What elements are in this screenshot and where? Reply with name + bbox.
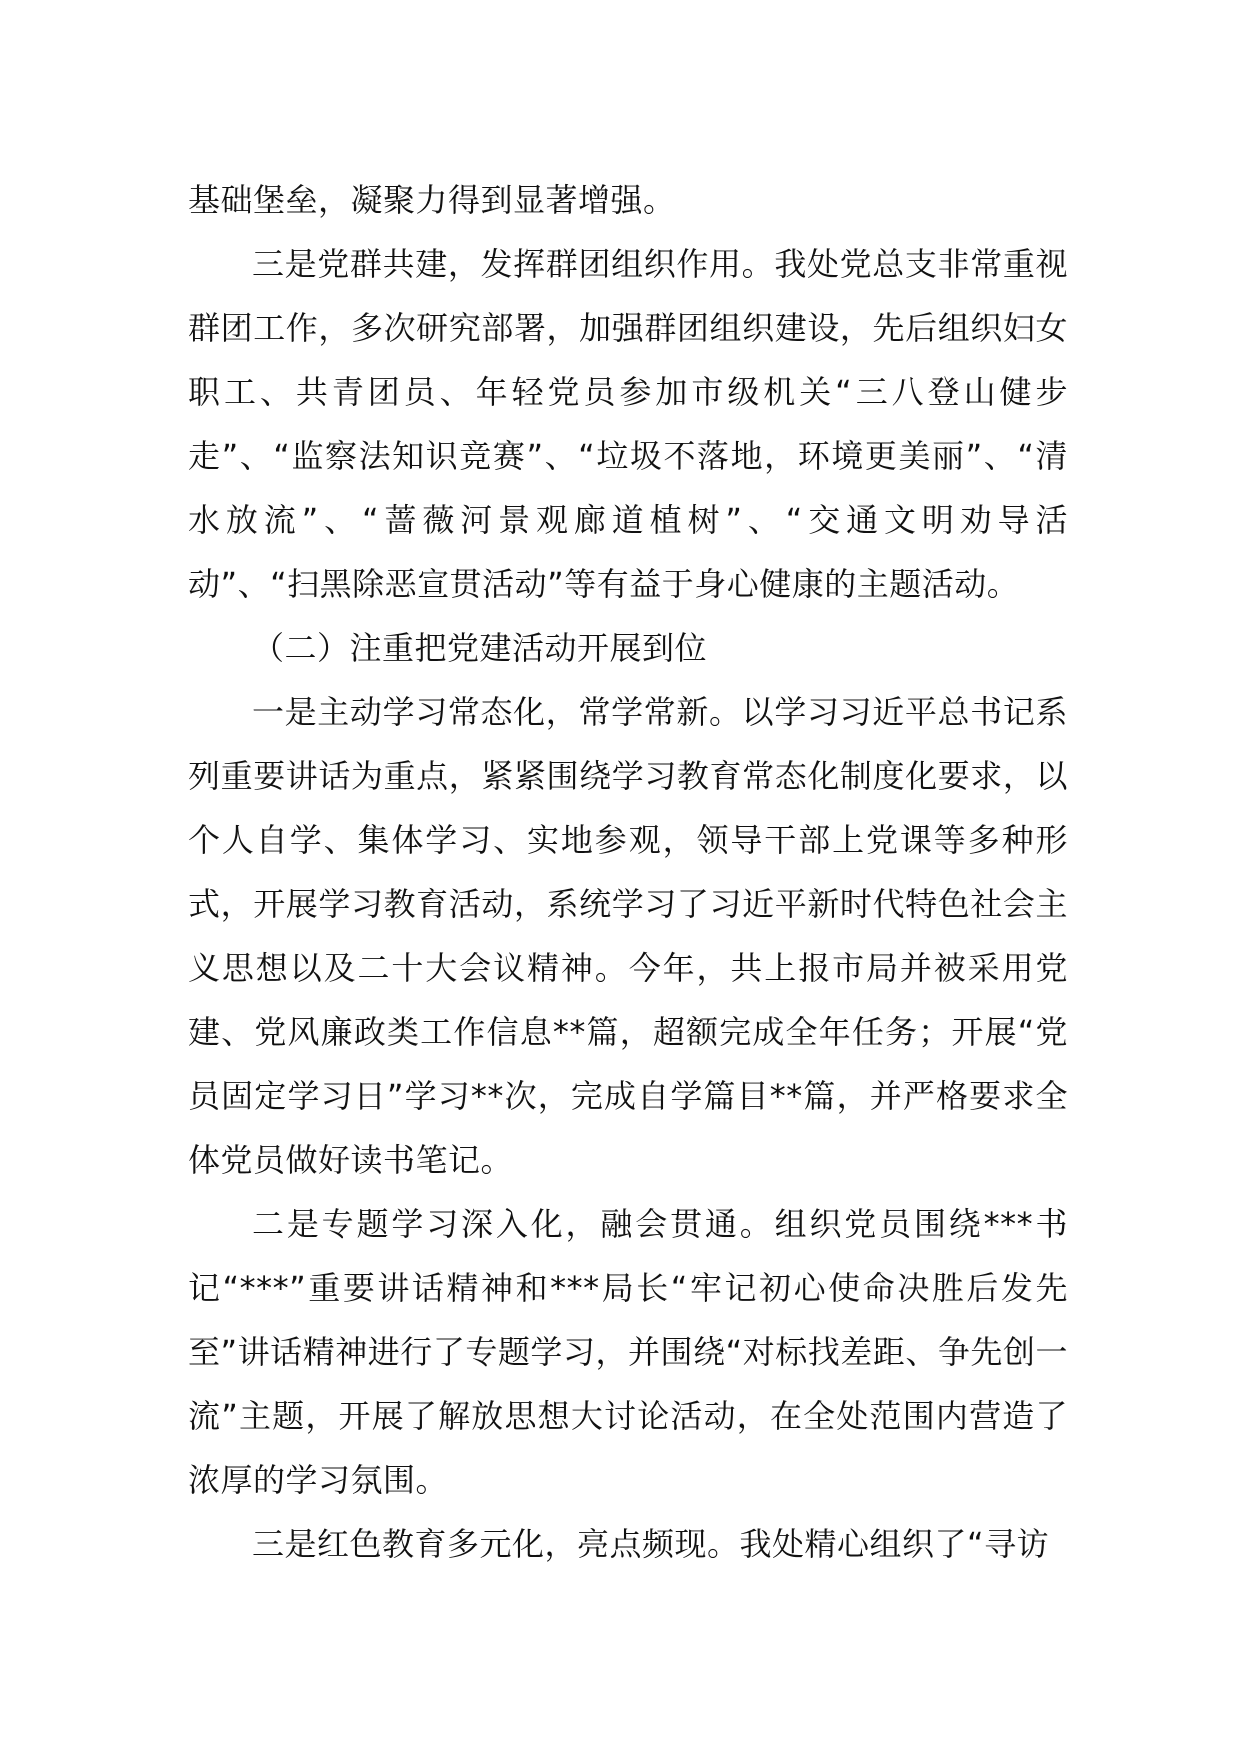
document-body xyxy=(188,168,1068,1576)
section-heading-two: （二）注重把党建活动开展到位 xyxy=(252,629,708,667)
paragraph-continuation: 基础堡垒，凝聚力得到显著增强。 xyxy=(188,181,676,219)
paragraph-red-education: 三是红色教育多元化，亮点频现。我处精心组织了“寻访 xyxy=(252,1525,1050,1563)
paragraph-regular-study: 一是主动学习常态化，常学常新。以学习习近平总书记系列重要讲话为重点，紧紧围绕学习教育常态化制度化要求，以个人自学、集体学习、实地参观，领导干部上党课等多种形式，开展学习教育活动，系统学习了习近平新时代特色社会主义思想以及二十大会议精神。今年，共上报市局并被采用党建、党风廉政类工作信息**篇，超额完成全年任务；开展“党员固定学习日”学习**次，完成自学篇目**篇，并严格要求全体党员做好读书笔记。 xyxy=(188,693,1068,1179)
paragraph-topic-study: 二是专题学习深入化，融会贯通。组织党员围绕***书记“***”重要讲话精神和***局长“牢记初心使命决胜后发先至”讲话精神进行了专题学习，并围绕“对标找差距、争先创一流”主题，开展了解放思想大讨论活动，在全处范围内营造了浓厚的学习氛围。 xyxy=(188,1205,1068,1499)
paragraph-party-mass-building: 三是党群共建，发挥群团组织作用。我处党总支非常重视群团工作，多次研究部署，加强群团组织建设，先后组织妇女职工、共青团员、年轻党员参加市级机关“三八登山健步走”、“监察法知识竞赛”、“垃圾不落地，环境更美丽”、“清水放流”、“蔷薇河景观廊道植树”、“交通文明劝导活动”、“扫黑除恶宣贯活动”等有益于身心健康的主题活动。 xyxy=(188,245,1068,603)
